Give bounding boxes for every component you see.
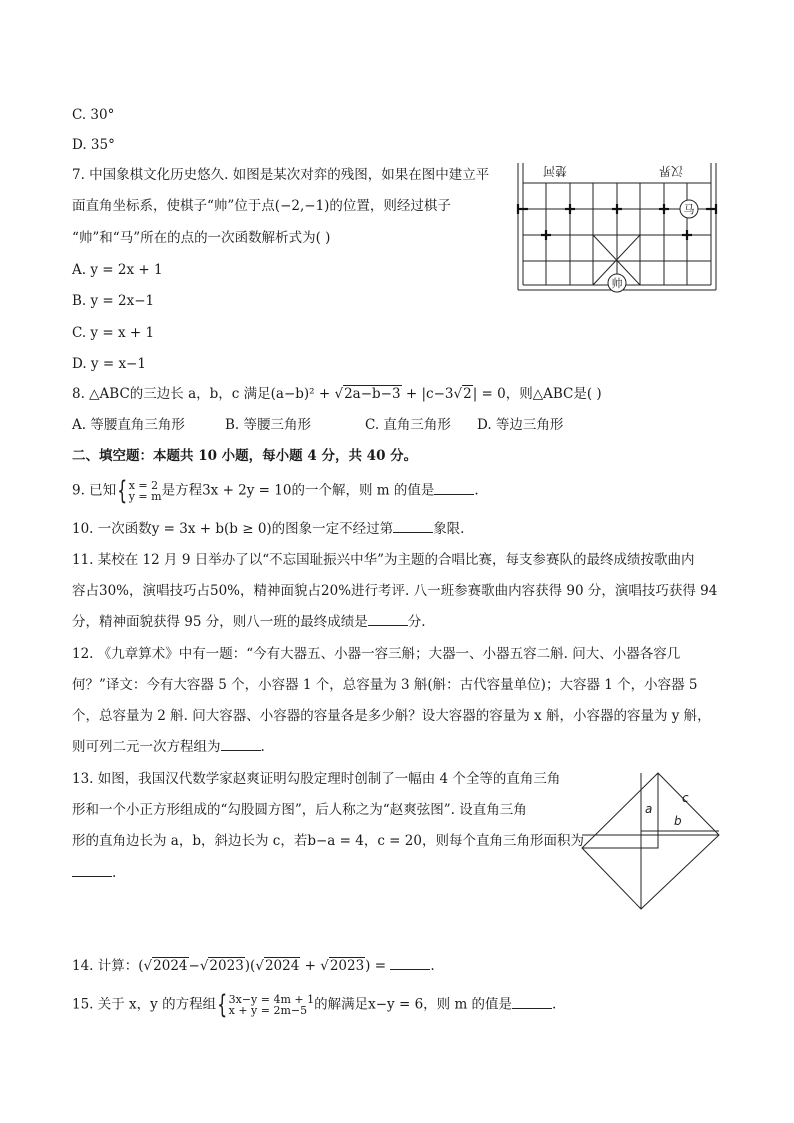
- q15-stem: [72, 992, 556, 1018]
- q12-line1: 12. 《九章算术》中有一题：“今有大器五、小器一容三斛；大器一、小器五容二斛. 问大、小器各容几: [72, 646, 681, 662]
- q8-prefix: 8. △ABC的三边长 a，b，c 满足(a−b)² +: [72, 386, 335, 402]
- q13-line2: 形和一个小正方形组成的“勾股圆方图”，后人称之为“赵爽弦图”. 设直角三角: [72, 802, 527, 818]
- board-label-left: 楚河: [542, 164, 567, 178]
- q8-mid: + |c−3: [401, 386, 454, 402]
- sqrt-sign: √: [199, 958, 209, 974]
- q8-option-a: A. 等腰直角三角形: [72, 417, 185, 433]
- q14-radicand-3: 2024: [264, 958, 300, 974]
- q11-line3: [72, 613, 426, 631]
- q9-suffix: 是方程3x + 2y = 10的一个解，则 m 的值是: [161, 482, 435, 499]
- q15-eq1: 3x−y = 4m + 1: [228, 993, 315, 1006]
- answer-blank: [434, 482, 474, 495]
- q12-line4: [72, 738, 265, 756]
- q10-text: 10. 一次函数y = 3x + b(b ≥ 0)的图象一定不经过第: [72, 521, 394, 537]
- q14-plus: +: [300, 958, 321, 974]
- zhao-shuang-figure: [580, 770, 722, 912]
- label-a: a: [645, 802, 653, 816]
- q14-suffix: ) =: [365, 958, 391, 974]
- q15-eq2: x + y = 2m−5: [228, 1004, 308, 1017]
- piece-ma: 马: [683, 203, 695, 216]
- q7-option-c: C. y = x + 1: [72, 325, 155, 341]
- q8-radicand-1: 2a−b−3: [344, 386, 401, 402]
- q8-options: [72, 416, 563, 434]
- q7-stem-line1: 7. 中国象棋文化历史悠久. 如图是某次对弈的残图，如果在图中建立平: [72, 167, 490, 183]
- piece-shuai: 帅: [611, 277, 623, 290]
- q14-end: .: [430, 958, 435, 974]
- q9-prefix: 9. 已知: [72, 482, 117, 499]
- answer-blank: [393, 520, 433, 533]
- q9-stem: [72, 478, 479, 504]
- answer-blank: [221, 738, 261, 751]
- q8-option-d: D. 等边三角形: [477, 417, 564, 433]
- label-b: b: [674, 814, 682, 828]
- sqrt-sign: √: [255, 958, 264, 974]
- q14-radicand-1: 2024: [153, 958, 188, 974]
- q14-minus: −: [188, 958, 200, 974]
- q15-end: .: [552, 996, 557, 1013]
- q14-paren: )(: [244, 958, 256, 974]
- q12-end: .: [260, 739, 265, 755]
- q6-option-d: D. 35°: [72, 137, 115, 153]
- q6-option-c: C. 30°: [72, 107, 115, 123]
- sqrt-sign: √: [320, 958, 329, 974]
- q14-radicand-4: 2023: [329, 958, 365, 974]
- sqrt-sign: √: [143, 958, 153, 974]
- q12-line2: 何？”译文：今有大容器 5 个，小容器 1 个，总容量为 3 斛(斛：古代容量单位)；大容器 1 个，小容器 5: [72, 677, 698, 693]
- q7-option-b: B. y = 2x−1: [72, 293, 155, 309]
- q12-text: 则可列二元一次方程组为: [72, 739, 221, 755]
- q9-eq1: x = 2: [128, 479, 159, 492]
- q10-stem: [72, 520, 464, 538]
- chess-board-figure: [515, 163, 722, 293]
- q8-option-b: B. 等腰三角形: [225, 417, 312, 433]
- q15-prefix: 15. 关于 x，y 的方程组: [72, 996, 217, 1013]
- q14-stem: [72, 957, 435, 975]
- answer-blank: [512, 996, 552, 1009]
- label-c: c: [682, 791, 689, 805]
- sqrt-sign: √: [453, 386, 463, 402]
- q13-line4: [72, 864, 116, 882]
- answer-blank: [368, 613, 408, 626]
- section-2-heading: 二、填空题：本题共 10 小题，每小题 4 分，共 40 分。: [72, 448, 418, 464]
- q12-line3: 个，总容量为 2 斛. 问大容器、小容器的容量各是多少斛？设大容器的容量为 x 斛，小容器的容量为 y 斛，: [72, 708, 711, 724]
- q7-option-d: D. y = x−1: [72, 356, 146, 372]
- q11-text: 分，精神面貌获得 95 分，则八一班的最终成绩是: [72, 614, 368, 630]
- q15-suffix: 的解满足x−y = 6，则 m 的值是: [314, 996, 513, 1013]
- answer-blank: [72, 864, 112, 877]
- q9-end: .: [474, 482, 479, 499]
- q8-stem: [72, 385, 602, 403]
- answer-blank: [390, 957, 430, 970]
- sqrt-sign: √: [334, 386, 344, 402]
- equation-system: { x = 2 y = m: [117, 476, 162, 506]
- q8-option-c: C. 直角三角形: [365, 417, 451, 433]
- q10-end: 象限.: [433, 521, 465, 537]
- q13-line1: 13. 如图，我国汉代数学家赵爽证明勾股定理时创制了一幅由 4 个全等的直角三角: [72, 771, 561, 787]
- q11-line2: 容占30%，演唱技巧占50%，精神面貌占20%进行考评. 八一班参赛歌曲内容获得 90 分，演唱技巧获得 94: [72, 583, 718, 599]
- q7-stem-line3: “帅”和“马”所在的点的一次函数解析式为( ): [72, 230, 331, 246]
- q9-eq2: y = m: [128, 490, 162, 503]
- equation-system: { 3x−y = 4m + 1 x + y = 2m−5: [217, 990, 315, 1020]
- q13-end: .: [112, 865, 117, 881]
- q8-radicand-2: 2: [463, 386, 472, 402]
- q7-stem-line2: 面直角坐标系，使棋子“帅”位于点(−2,−1)的位置，则经过棋子: [72, 198, 451, 214]
- q7-option-a: A. y = 2x + 1: [72, 262, 163, 278]
- q14-radicand-2: 2023: [209, 958, 244, 974]
- q14-prefix: 14. 计算：(: [72, 958, 144, 974]
- q8-suffix: | = 0，则△ABC是( ): [472, 386, 602, 402]
- q13-line3: 形的直角边长为 a，b，斜边长为 c，若b−a = 4，c = 20，则每个直角三角形面积为: [72, 833, 584, 849]
- q11-end: 分.: [407, 614, 426, 630]
- board-label-right: 汉界: [658, 164, 683, 178]
- q11-line1: 11. 某校在 12 月 9 日举办了以“不忘国耻振兴中华”为主题的合唱比赛，每支参赛队的最终成绩按歌曲内: [72, 552, 695, 568]
